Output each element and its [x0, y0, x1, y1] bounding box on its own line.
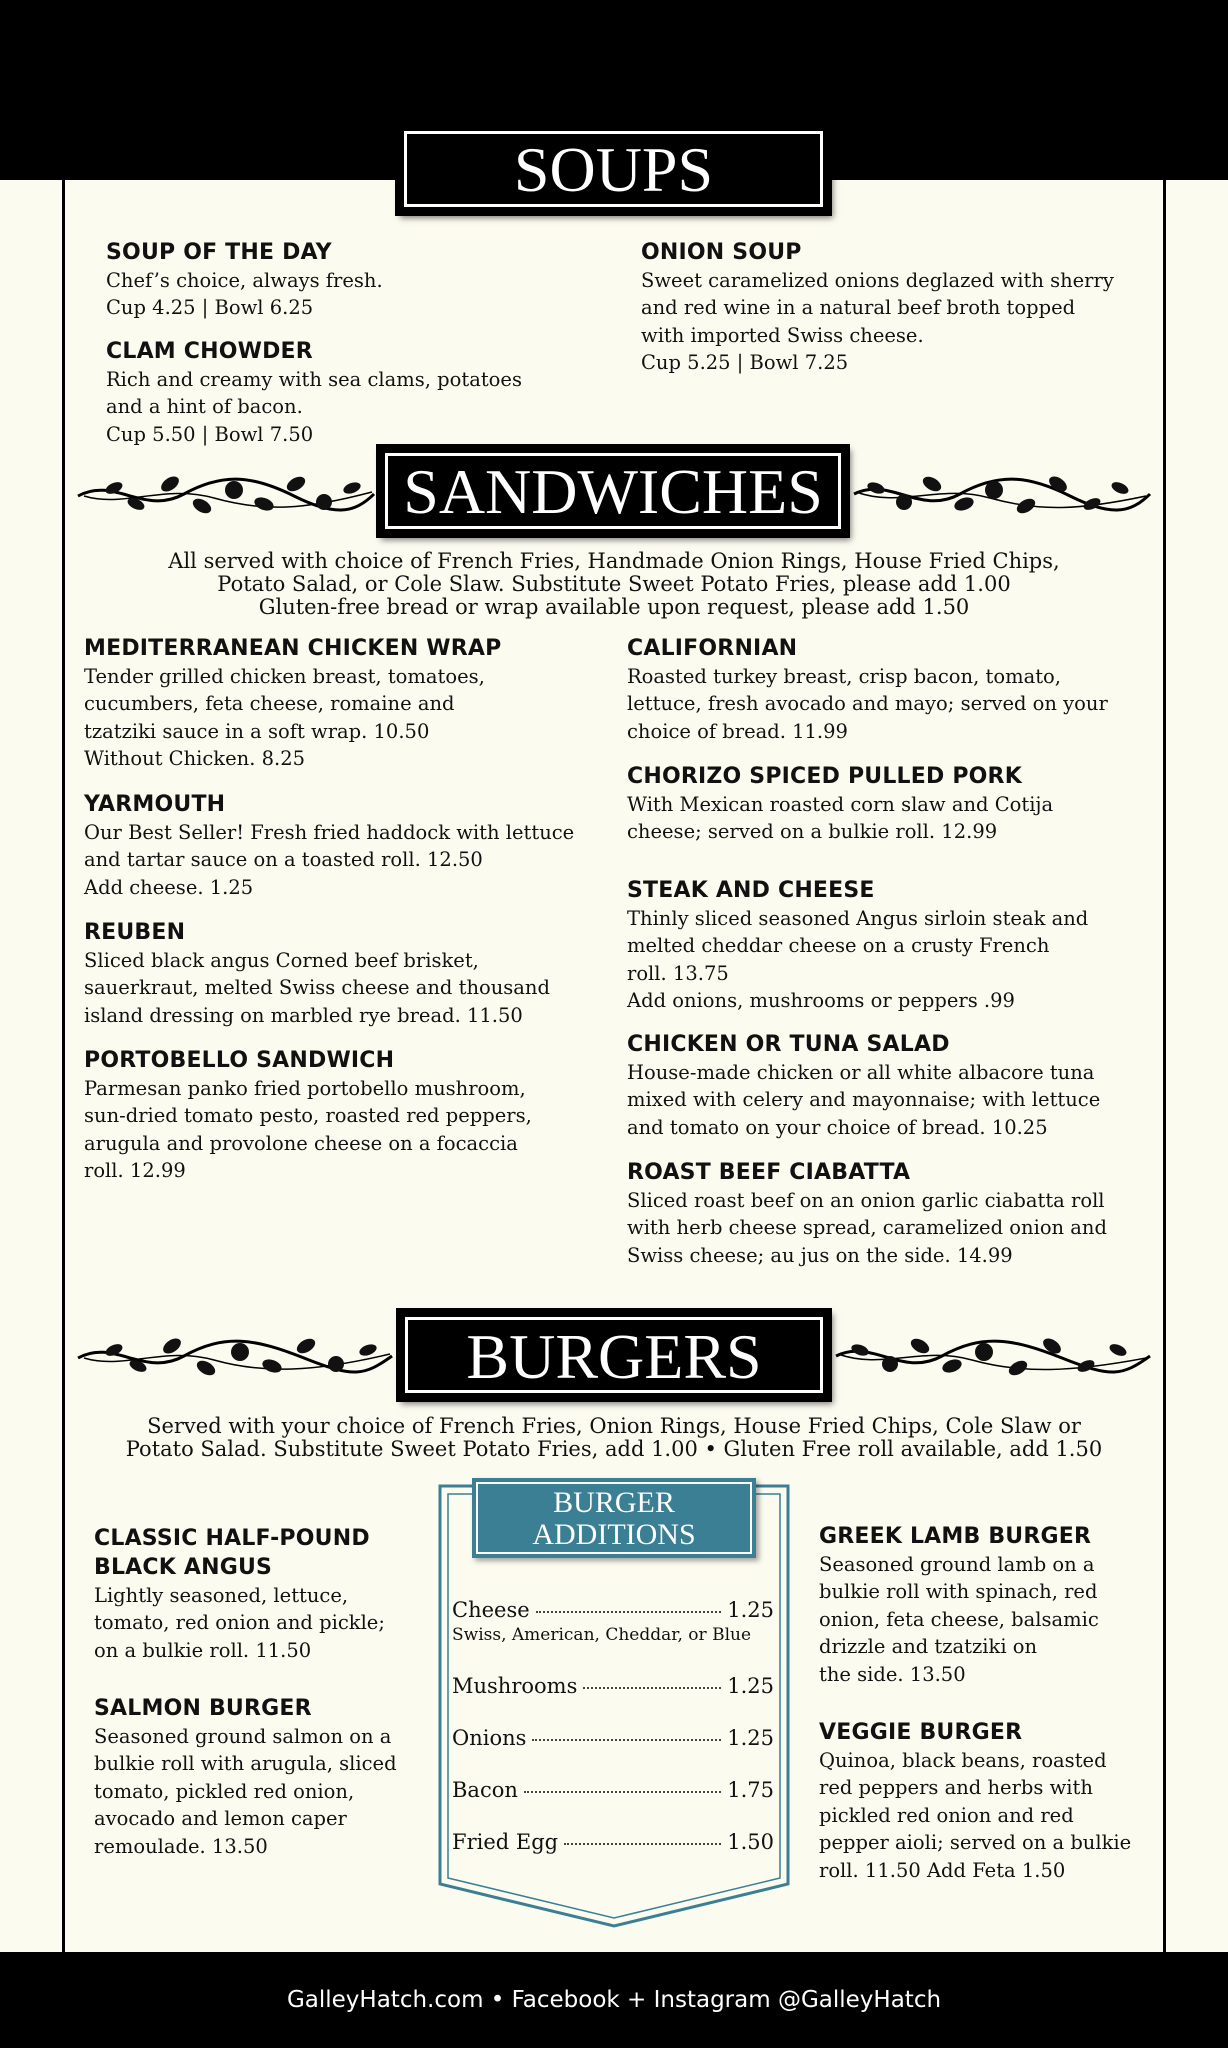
menu-item-portobello-sandwich: [84, 1046, 624, 1185]
item-description: House-made chicken or all white albacore tuna mixed with celery and mayonnaise; with lettuce and tomato on your choice of bread. 10.25: [627, 1061, 1101, 1139]
floral-flourish-left-icon: [74, 1326, 396, 1386]
footer-social-links: GalleyHatch.com • Facebook + Instagram @GalleyHatch: [0, 1952, 1228, 2048]
burgers-title: BURGERS: [398, 1310, 830, 1400]
floral-flourish-right-icon: [850, 464, 1154, 524]
addition-price: 1.25: [727, 1598, 774, 1622]
soups-title: SOUPS: [397, 124, 830, 214]
item-name: MEDITERRANEAN CHICKEN WRAP: [84, 636, 502, 661]
item-description: Seasoned ground salmon on a bulkie roll with arugula, sliced tomato, pickled red onion, avocado and lemon caper remoulade. 13.50: [94, 1725, 397, 1858]
leader-dots: [524, 1791, 721, 1793]
burgers-intro: Served with your choice of French Fries, Onion Rings, House Fried Chips, Cole Slaw or Potato Salad. Substitute Sweet Potato Fries, add 1.00 • Gluten Free roll available, add 1.50: [125, 1414, 1103, 1461]
item-description: Lightly seasoned, lettuce, tomato, red onion and pickle; on a bulkie roll. 11.50: [94, 1584, 385, 1662]
addition-name: Onions: [452, 1726, 527, 1750]
addition-price: 1.25: [727, 1674, 774, 1698]
menu-item-clam-chowder: [106, 337, 606, 448]
item-name: ONION SOUP: [641, 240, 802, 265]
menu-item-mediterranean-chicken-wrap: [84, 634, 624, 773]
menu-item-chorizo-spiced-pulled-pork: [627, 762, 1157, 846]
addition-row-bacon: [452, 1778, 774, 1802]
item-name: YARMOUTH: [84, 792, 226, 817]
frame-border-left: [62, 180, 65, 1952]
menu-item-onion-soup: [641, 238, 1161, 377]
item-description: Sliced roast beef on an onion garlic ciabatta roll with herb cheese spread, caramelized onion and Swiss cheese; au jus on the side. 14.99: [627, 1189, 1107, 1267]
item-name: CHORIZO SPICED PULLED PORK: [627, 764, 1022, 789]
sandwiches-title: SANDWICHES: [378, 446, 848, 536]
addition-price: 1.25: [727, 1726, 774, 1750]
leader-dots: [536, 1611, 722, 1613]
item-name: CLAM CHOWDER: [106, 339, 313, 364]
menu-item-salmon-burger: [94, 1694, 424, 1860]
floral-flourish-left-icon: [74, 464, 378, 524]
item-description: Parmesan panko fried portobello mushroom, sun-dried tomato pesto, roasted red peppers, arugula and provolone cheese on a focaccia roll. 12.99: [84, 1077, 532, 1183]
menu-item-californian: [627, 634, 1157, 745]
item-description: Our Best Seller! Fresh fried haddock with lettuce and tartar sauce on a toasted roll. 12.50 Add cheese. 1.25: [84, 821, 575, 899]
addition-name: Bacon: [452, 1778, 518, 1802]
item-description: Chef’s choice, always fresh. Cup 4.25 | Bowl 6.25: [106, 269, 383, 320]
item-description: Roasted turkey breast, crisp bacon, tomato, lettuce, fresh avocado and mayo; served on your choice of bread. 11.99: [627, 665, 1108, 743]
menu-item-steak-and-cheese: [627, 876, 1157, 1015]
addition-row-mushrooms: [452, 1674, 774, 1698]
item-name: SOUP OF THE DAY: [106, 240, 332, 265]
menu-item-roast-beef-ciabatta: [627, 1158, 1157, 1269]
addition-name: Mushrooms: [452, 1674, 578, 1698]
menu-item-reuben: [84, 918, 624, 1029]
item-name: CALIFORNIAN: [627, 636, 798, 661]
item-description: Quinoa, black beans, roasted red peppers and herbs with pickled red onion and red pepper aioli; served on a bulkie roll. 11.50 Add Feta 1.50: [819, 1749, 1132, 1882]
item-name: STEAK AND CHEESE: [627, 878, 875, 903]
item-description: Tender grilled chicken breast, tomatoes, cucumbers, feta cheese, romaine and tzatziki sauce in a soft wrap. 10.50 Without Chicken. 8.25: [84, 665, 485, 771]
addition-row-fried-egg: [452, 1830, 774, 1854]
sandwiches-intro: All served with choice of French Fries, Handmade Onion Rings, House Fried Chips, Potato Salad, or Cole Slaw. Substitute Sweet Potato Fries, please add 1.00 Gluten-free bread or wrap available upon request, please add 1.50: [168, 549, 1060, 619]
floral-flourish-right-icon: [832, 1326, 1154, 1386]
item-name: CLASSIC HALF-POUND BLACK ANGUS: [94, 1526, 370, 1580]
burger-additions-title-text: BURGER ADDITIONS: [532, 1486, 696, 1551]
item-description: Sweet caramelized onions deglazed with sherry and red wine in a natural beef broth topped with imported Swiss cheese. Cup 5.25 | Bowl 7.25: [641, 269, 1114, 375]
menu-item-greek-lamb-burger: [819, 1522, 1159, 1688]
item-name: CHICKEN OR TUNA SALAD: [627, 1032, 950, 1057]
item-name: VEGGIE BURGER: [819, 1720, 1023, 1745]
leader-dots: [583, 1687, 721, 1689]
item-description: Rich and creamy with sea clams, potatoes and a hint of bacon. Cup 5.50 | Bowl 7.50: [106, 368, 522, 446]
cheese-options-note: Swiss, American, Cheddar, or Blue: [452, 1625, 752, 1645]
addition-name: Cheese: [452, 1598, 530, 1622]
item-name: ROAST BEEF CIABATTA: [627, 1160, 911, 1185]
menu-item-veggie-burger: [819, 1718, 1159, 1884]
menu-item-classic-half-pound-black-angus: [94, 1524, 424, 1664]
frame-border-right: [1163, 180, 1166, 1952]
item-description: Seasoned ground lamb on a bulkie roll with spinach, red onion, feta cheese, balsamic drizzle and tzatziki on the side. 13.50: [819, 1553, 1099, 1686]
item-description: With Mexican roasted corn slaw and Cotija cheese; served on a bulkie roll. 12.99: [627, 793, 1054, 844]
addition-price: 1.50: [727, 1830, 774, 1854]
item-name: GREEK LAMB BURGER: [819, 1524, 1092, 1549]
addition-row-cheese: [452, 1598, 774, 1622]
addition-row-onions: [452, 1726, 774, 1750]
item-description: Sliced black angus Corned beef brisket, sauerkraut, melted Swiss cheese and thousand island dressing on marbled rye bread. 11.50: [84, 949, 550, 1027]
item-name: SALMON BURGER: [94, 1696, 312, 1721]
leader-dots: [532, 1739, 721, 1741]
leader-dots: [564, 1843, 721, 1845]
menu-item-soup-of-the-day: [106, 238, 576, 322]
burger-additions-title: [472, 1478, 756, 1558]
addition-name: Fried Egg: [452, 1830, 559, 1854]
menu-item-yarmouth: [84, 790, 624, 901]
addition-price: 1.75: [727, 1778, 774, 1802]
item-description: Thinly sliced seasoned Angus sirloin steak and melted cheddar cheese on a crusty French roll. 13.75 Add onions, mushrooms or peppers .99: [627, 907, 1089, 1013]
menu-item-chicken-or-tuna-salad: [627, 1030, 1157, 1141]
item-name: PORTOBELLO SANDWICH: [84, 1048, 395, 1073]
item-name: REUBEN: [84, 920, 186, 945]
